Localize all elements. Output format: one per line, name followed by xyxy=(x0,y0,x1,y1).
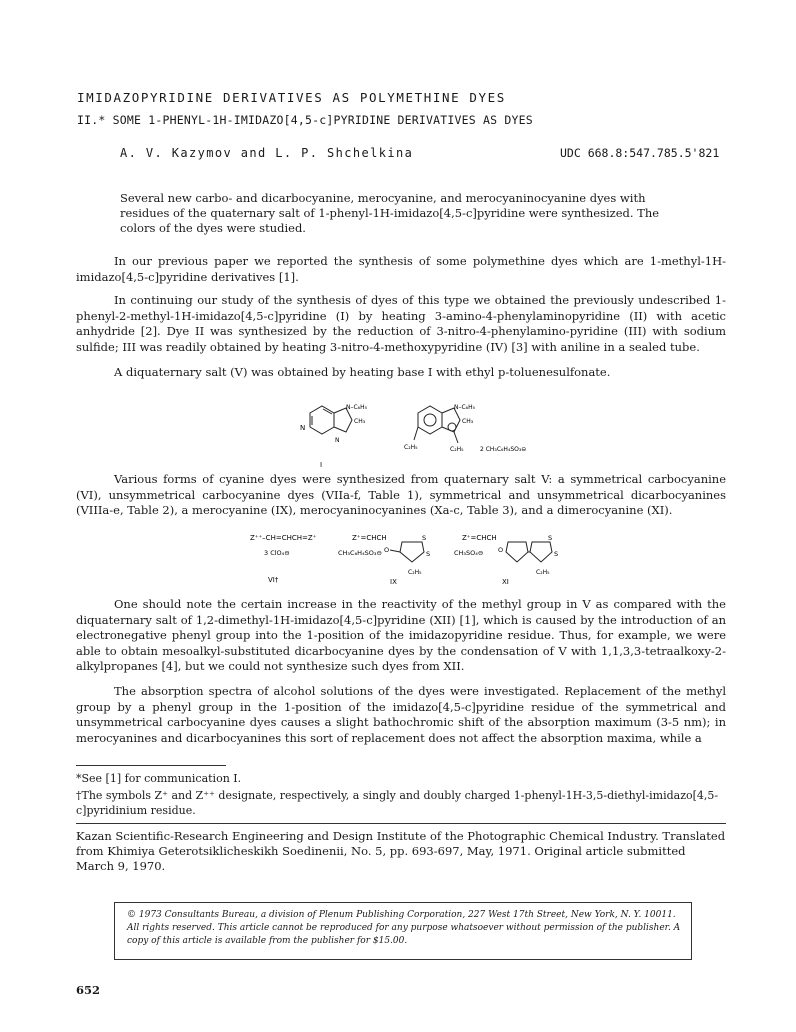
structure-IX-s2: S xyxy=(426,550,431,558)
structure-V-anion: 2 CH₃C₆H₄SO₃⊖ xyxy=(480,446,527,453)
authors: A. V. Kazymov and L. P. Shchelkina xyxy=(120,146,414,160)
structure-XI-o: O xyxy=(498,546,504,554)
paragraph-2-text: In continuing our study of the synthesis of dyes of this type we obtained the previously undescribed 1-phenyl-2-methyl-1H-imidazo[4,5-c]pyridine (I) by heating 3-amino-4-phenylaminopyridine (II) with acetic anhydride [2]. Dye II was synthesized by the reduction of 3-nitro-4-phenylamino-pyridine (III) with sodium sulfide; III was readily obtained by heating 3-nitro-4-methoxypyridine (IV) [3] with aniline in a sealed tube. xyxy=(76,293,726,354)
paragraph-4-text: Various forms of cyanine dyes were synthesized from quaternary salt V: a symmetrical carbocyanine (VI), unsymmetrical carbocyanine dyes (VIIa-f, Table 1), symmetrical and unsymmetrical dicarbocyanines (VIIIa-e, Table 2), a merocyanine (IX), merocyaninocyanines (Xa-c, Table 3), and a dimerocyanine (XI). xyxy=(76,472,726,518)
article-title: II.* SOME 1-PHENYL-1H-IMIDAZO[4,5-c]PYRIDINE DERIVATIVES AS DYES xyxy=(77,113,533,127)
structure-I-label: I xyxy=(320,461,323,469)
structure-I-nphenyl: N–C₆H₅ xyxy=(346,404,367,411)
structure-XI-anion: CH₃SO₄⊖ xyxy=(454,549,484,557)
structure-I-n: N xyxy=(300,424,306,432)
copyright-box xyxy=(114,902,692,960)
structure-IX-label: IX xyxy=(390,578,397,586)
structure-V-methyl: CH₃ xyxy=(462,418,474,425)
footnote-divider xyxy=(76,765,226,766)
paragraph-3-text: A diquaternary salt (V) was obtained by heating base I with ethyl p-toluenesulfonate. xyxy=(114,365,611,379)
copyright-text: © 1973 Consultants Bureau, a division of Plenum Publishing Corporation, 227 West 17th Street, New York, N. Y. 10011. All rights reserved. This article cannot be reproduced for any purpose whatsoever without permission of the publisher. A copy of this article is available from the publisher for $15.00. xyxy=(127,910,681,946)
paragraph-2 xyxy=(76,293,726,355)
chemical-structures-dyes xyxy=(240,530,570,588)
structure-V-drawing xyxy=(414,406,460,443)
structure-VI-anion: 3 ClO₄⊖ xyxy=(264,549,290,557)
paragraph-6 xyxy=(76,684,726,746)
structure-V-ethyl-b: C₂H₅ xyxy=(450,446,464,453)
chemical-structures-top xyxy=(290,395,570,470)
structure-IX-anion: CH₃C₆H₄SO₃⊖ xyxy=(338,549,382,557)
paragraph-4 xyxy=(76,472,726,519)
structure-IX-ring xyxy=(390,542,424,562)
structure-XI-rings xyxy=(506,542,552,562)
page-number: 652 xyxy=(76,983,101,997)
institution-divider xyxy=(76,823,726,824)
structure-XI-s2: S xyxy=(554,550,559,558)
structure-I-methyl: CH₃ xyxy=(354,418,366,425)
structure-IX-o: O xyxy=(384,546,390,554)
structure-XI-s1: S xyxy=(548,534,553,542)
paragraph-6-text: The absorption spectra of alcohol solutions of the dyes were investigated. Replacement of the methyl group by a phenyl group in the 1-position of the imidazo[4,5-c]pyridine residue of the symmetrical and unsymmetrical carbocyanine dyes causes a slight bathochromic shift of the absorption maximum (3-5 nm); in merocyanines and dicarbocyanines this sort of replacement does not affect the absorption maxima, while a xyxy=(76,684,726,745)
structure-XI-formula: Z⁺=CHCH xyxy=(462,534,497,542)
paragraph-1 xyxy=(76,254,726,285)
institution-note: Kazan Scientific-Research Engineering and Design Institute of the Photographic Chemical Industry. Translated from Khimiya Geterotsiklicheskikh Soedinenii, No. 5, pp. 693-697, May, 1971. Original article submitted March 9, 1970. xyxy=(76,829,726,873)
paragraph-3 xyxy=(76,365,726,381)
structure-VI-label: VI† xyxy=(268,576,279,584)
structure-IX-ethyl: C₂H₅ xyxy=(408,569,422,576)
paragraph-5-text: One should note the certain increase in the reactivity of the methyl group in V as compared with the diquaternary salt of 1,2-dimethyl-1H-imidazo[4,5-c]pyridine (XII) [1], which is caused by the introduction of an electronegative phenyl group into the 1-position of the imidazopyridine residue. Thus, for example, we were able to obtain mesoalkyl-substituted dicarbocyanine dyes by the condensation of V with 1,1,3,3-tetraalkoxy-2-alkylpropanes [4], but we could not synthesize such dyes from XII. xyxy=(76,597,726,674)
structure-I-n-bottom: N xyxy=(335,437,340,444)
abstract: Several new carbo- and dicarbocyanine, merocyanine, and merocyaninocyanine dyes with residues of the quaternary salt of 1-phenyl-1H-imidazo[4,5-c]pyridine were synthesized. The colors of the dyes were studied. xyxy=(120,191,660,235)
structure-IX-s1: S xyxy=(422,534,427,542)
structure-VI-formula: Z⁺⁺–CH=CHCH=Z⁺ xyxy=(250,534,317,542)
paragraph-5 xyxy=(76,597,726,675)
footnote-2: †The symbols Z⁺ and Z⁺⁺ designate, respectively, a singly and doubly charged 1-phenyl-1H-3,5-diethyl-imidazo[4,5-c]pyridinium residue. xyxy=(76,789,719,817)
structure-IX-formula: Z⁺=CHCH xyxy=(352,534,387,542)
footnote-1: *See [1] for communication I. xyxy=(76,772,242,785)
paragraph-1-text: In our previous paper we reported the synthesis of some polymethine dyes which are 1-methyl-1H-imidazo[4,5-c]pyridine derivatives [1]. xyxy=(76,254,726,284)
article-series-title: IMIDAZOPYRIDINE DERIVATIVES AS POLYMETHINE DYES xyxy=(77,90,506,105)
structure-V-ethyl-a: C₂H₅ xyxy=(404,444,418,451)
structure-XI-ethyl: C₂H₅ xyxy=(536,569,550,576)
udc-code: UDC 668.8:547.785.5'821 xyxy=(560,146,720,160)
structure-V-nphenyl: N–C₆H₅ xyxy=(454,404,475,411)
structure-XI-label: XI xyxy=(502,578,509,586)
